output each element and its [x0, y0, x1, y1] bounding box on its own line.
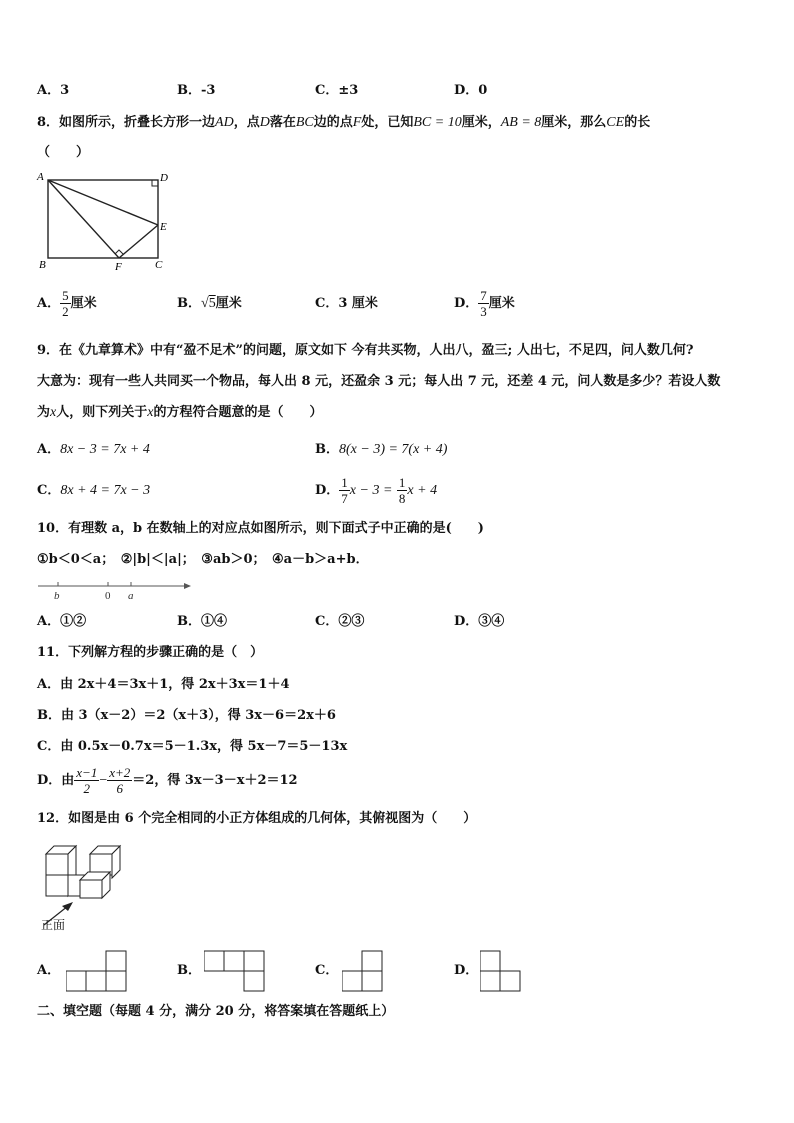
q8-label-b: B — [39, 259, 46, 271]
q7-option-a: A．3 — [37, 83, 70, 98]
q9-line2: 大意为：现有一些人共同买一个物品，每人出 8 元，还盈余 3 元；每人出 7 元，还差 4 元，问人数是多少？若设人数 — [37, 374, 721, 389]
q12-option-a-view — [66, 950, 130, 992]
q9-option-d: D． $\frac{1}{7}$ x − 3 = $\frac{1}{8}$ x + 4 — [315, 475, 438, 506]
q12-option-a-label: A． — [37, 963, 61, 978]
q8-option-a: A． $\frac{5}{2}$ 厘米 — [37, 288, 97, 319]
q8-rectangle-figure — [34, 168, 174, 274]
q11-option-b: B．由 3（x－2）＝2（x＋3），得 3x－6＝2x＋6 — [37, 708, 336, 723]
q11-question: 11．下列解方程的步骤正确的是（ ） — [37, 645, 264, 660]
q9-line1: 9．在《九章算术》中有“盈不足术”的问题，原文如下 今有共买物，人出八，盈三; 人出七，不足四，问人数几何? — [37, 343, 694, 358]
q11-option-d: D．由 $\frac{x-1}{2}$ − $\frac{x+2}{6}$ ＝2，得 3x－3－x＋2＝12 — [37, 765, 298, 796]
q10-option-d: D．③④ — [454, 614, 505, 629]
q8-label-f: F — [115, 261, 122, 273]
q9-option-a: A．8x − 3 = 7x + 4 — [37, 442, 150, 457]
q10-option-c: C．②③ — [315, 614, 365, 629]
q12-option-d-label: D． — [454, 963, 479, 978]
q9-line3: 为x人，则下列关于x的方程符合题意的是（ ） — [37, 405, 323, 420]
q10-axis-0: 0 — [105, 590, 111, 602]
q10-axis-a: a — [128, 590, 134, 602]
q8-option-c: C．3 厘米 — [315, 296, 378, 311]
q8-option-b: B．√5厘米 — [177, 296, 242, 311]
q12-option-c-view — [342, 950, 386, 992]
q10-question: 10．有理数 a，b 在数轴上的对应点如图所示，则下面式子中正确的是( ) — [37, 521, 484, 536]
q8-answer-paren: （ ） — [37, 145, 90, 160]
q12-question: 12．如图是由 6 个完全相同的小正方体组成的几何体，其俯视图为（ ） — [37, 811, 477, 826]
q12-option-d-view — [480, 950, 524, 992]
section-2-heading: 二、填空题（每题 4 分，满分 20 分，将答案填在答题纸上） — [37, 1004, 395, 1019]
q12-option-c-label: C． — [315, 963, 339, 978]
q10-number-line — [34, 576, 194, 602]
q10-option-a: A．①② — [37, 614, 87, 629]
q8-question: 8．如图所示，折叠长方形一边AD，点D落在BC边的点F处，已知BC = 10厘米，AB = 8厘米，那么CE的长 — [37, 115, 651, 130]
q9-option-b: B．8(x − 3) = 7(x + 4) — [315, 442, 448, 457]
q7-option-d: D．0 — [454, 83, 488, 98]
q12-front-label: 正面 — [41, 918, 66, 932]
q7-option-b: B．-3 — [177, 83, 216, 98]
q7-option-c: C．±3 — [315, 83, 359, 98]
q10-option-b: B．①④ — [177, 614, 227, 629]
q9-option-c: C．8x + 4 = 7x − 3 — [37, 483, 151, 498]
q10-statements: ①b＜0＜a； ②|b|＜|a|； ③ab＞0； ④a－b＞a+b． — [37, 552, 369, 567]
q8-label-c: C — [155, 259, 163, 271]
q8-option-d: D． $\frac{7}{3}$ 厘米 — [454, 288, 515, 319]
q10-axis-b: b — [54, 590, 60, 602]
q11-option-a: A．由 2x＋4＝3x＋1，得 2x＋3x＝1＋4 — [37, 677, 290, 692]
q12-option-b-view — [204, 950, 268, 992]
q8-label-a: A — [37, 171, 44, 183]
q8-label-e: E — [160, 221, 167, 233]
q12-option-b-label: B． — [177, 963, 201, 978]
q11-option-c: C．由 0.5x－0.7x＝5－1.3x，得 5x－7＝5－13x — [37, 739, 348, 754]
q8-label-d: D — [160, 172, 168, 184]
